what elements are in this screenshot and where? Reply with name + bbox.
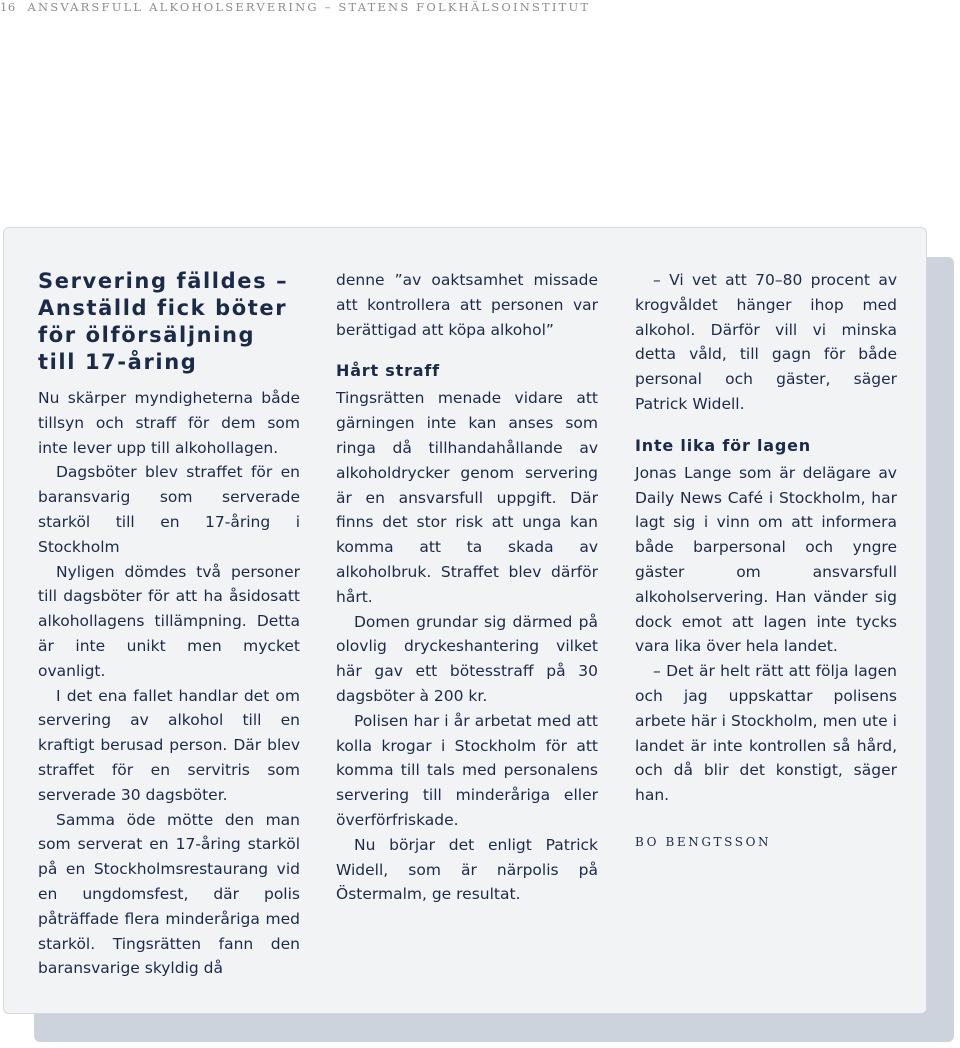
article-quote: – Vi vet att 70–80 procent av krogvåldet hänger ihop med alkohol. Därför vill vi minska detta våld, till gagn för både personal och gäster, säger Patrick Widell.: [635, 271, 897, 413]
article-headline: Servering fälldes – Anställd fick böter för ölförsäljning till 17-åring: [38, 269, 289, 374]
article-paragraph: Samma öde mötte den man som serverat en 17-åring starköl på en Stockholmsrestaurang vid en ungdomsfest, där polis påträffade flera minderåriga med starköl. Tingsrätten fann den baransvarige skyldig då: [38, 810, 300, 978]
article-paragraph: Nu börjar det enligt Patrick Widell, som är närpolis på Östermalm, ge resultat.: [336, 835, 598, 904]
article-column-3: [635, 268, 897, 855]
article-column-1: [38, 268, 300, 981]
article-paragraph: Tingsrätten menade vidare att gärningen inte kan anses som ringa då tillhandahållande av alkoholdrycker genom servering är en ansvarsfull uppgift. Där finns det stor risk att unga kan komma att ta skada av alkoholbruk. Straffet blev därför hårt.: [336, 389, 598, 606]
page-number: 16: [0, 0, 16, 14]
author-byline: BO BENGTSSON: [635, 834, 772, 849]
running-head: [0, 0, 590, 14]
article-column-2: [336, 268, 598, 907]
article-paragraph: denne ”av oaktsamhet missade att kontrollera att personen var berättigad att köpa alkohol”: [336, 271, 598, 339]
article-lead: Nu skärper myndigheterna både tillsyn och straff för dem som inte lever upp till alkohollagen.: [38, 389, 300, 457]
article-paragraph: Dagsböter blev straffet för en baransvarig som serverade starköl till en 17-åring i Stockholm: [38, 463, 300, 556]
article-paragraph: I det ena fallet handlar det om servering av alkohol till en kraftigt berusad person. Där blev straffet för en servitris som serverade 30 dagsböter.: [38, 686, 300, 804]
article-paragraph: Domen grundar sig därmed på olovlig dryckeshantering vilket här gav ett bötesstraff på 30 dagsböter à 200 kr.: [336, 612, 598, 705]
article-quote: – Det är helt rätt att följa lagen och jag uppskattar polisens arbete här i Stockholm, men ute i landet är inte kontrollen så hård, och då blir det konstigt, säger han.: [635, 662, 897, 805]
article-paragraph: Jonas Lange som är delägare av Daily News Café i Stockholm, har lagt sig i vinn om att informera både barpersonal och yngre gäster om ansvarsfull alkoholservering. Han vänder sig dock emot att lagen inte tycks vara lika över hela landet.: [635, 463, 897, 656]
article-paragraph: Nyligen dömdes två personer till dagsböter för att ha åsidosatt alkohollagens tillämpning. Detta är inte unikt men mycket ovanligt.: [38, 562, 300, 680]
running-head-text: ANSVARSFULL ALKOHOLSERVERING – STATENS FOLKHÄLSOINSTITUT: [27, 0, 591, 14]
subheading-inte-lika: Inte lika för lagen: [635, 435, 811, 455]
subheading-hart-straff: Hårt straff: [336, 361, 440, 381]
article-paragraph: Polisen har i år arbetat med att kolla krogar i Stockholm för att komma till tals med personalens servering till minderåriga eller överförfriskade.: [336, 711, 598, 829]
